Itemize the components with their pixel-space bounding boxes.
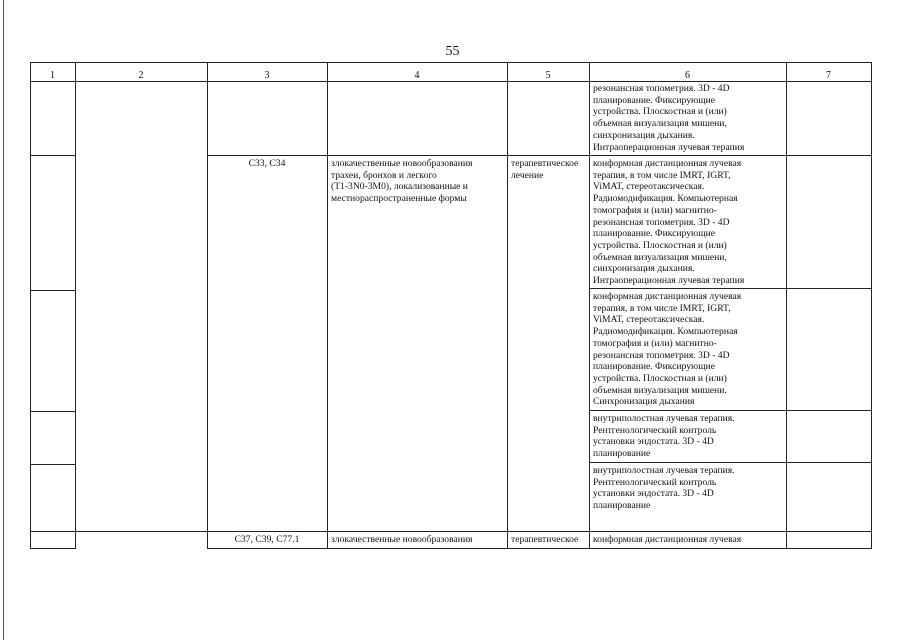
cell-procedure: конформная дистанционная лучевая [593,534,742,545]
header-col-3: 3 [264,70,270,81]
col-divider-3 [327,62,328,549]
header-col-7: 7 [826,70,831,81]
cell-procedure: конформная дистанционная лучевая терапия, в том числе IMRT, IGRT, ViMAT, стереотаксическая. Радиомодификация. Компьютерная томография и (или) магнитно- резонансная топометрия. 3D - 4D планирование. Фиксирующие устройства. Плоскостная и (или) объемная визуализация мишени. Синхронизация дыхания [593,291,742,408]
row-divider [589,462,872,463]
row-divider [207,155,872,156]
page-number: 55 [445,44,460,59]
row-divider [30,464,75,465]
col-divider-6 [786,62,787,549]
cell-code: C33, C34 [248,158,286,169]
header-col-4: 4 [414,70,420,81]
col-divider-5 [589,62,590,549]
cell-procedure: резонансная топометрия. 3D - 4D планирование. Фиксирующие устройства. Плоскостная и (или) объемная визуализация мишени, синхронизация дыхания. Интраоперационная лучевая терапия [593,83,745,153]
cell-treatment-type: терапевтическое лечение [511,158,579,181]
table-border-right [871,62,872,549]
row-divider [30,531,872,532]
cell-code: C37, C39, C77.1 [234,534,300,545]
table-border-left [30,62,31,549]
page-left-edge [3,0,4,640]
cell-procedure: внутриполостная лучевая терапия. Рентгенологический контроль установки эндостата. 3D - 4D планирование [593,413,735,460]
row-divider [30,290,75,291]
col-divider-4 [507,62,508,549]
cell-diagnosis: злокачественные новообразования [331,534,473,545]
header-col-5: 5 [545,70,551,81]
table-border-top [30,62,872,63]
header-col-1: 1 [50,70,55,81]
header-col-6: 6 [685,70,690,81]
header-col-2: 2 [138,70,144,81]
row-divider [30,411,75,412]
row-divider [589,410,872,411]
table-border-bottom [207,548,872,549]
row-divider [589,288,872,289]
cell-procedure: конформная дистанционная лучевая терапия, в том числе IMRT, IGRT, ViMAT, стереотаксическая. Радиомодификация. Компьютерная томография и (или) магнитно- резонансная топометрия. 3D - 4D планирование. Фиксирующие устройства. Плоскостная и (или) объемная визуализация мишени, синхронизация дыхания. Интраоперационная лучевая терапия [593,158,745,287]
cell-diagnosis: злокачественные новообразования трахеи, бронхов и легкого (T1-3N0-3M0), локализованные и местнораспространенные формы [331,158,473,205]
col-divider-1 [75,62,76,549]
header-divider [30,81,872,82]
table-border-bottom [30,548,75,549]
col-divider-2 [207,62,208,549]
cell-treatment-type: терапевтическое [511,534,579,545]
cell-procedure: внутриполостная лучевая терапия. Рентгенологический контроль установки эндостата. 3D - 4D планирование [593,465,735,512]
row-divider [30,155,75,156]
